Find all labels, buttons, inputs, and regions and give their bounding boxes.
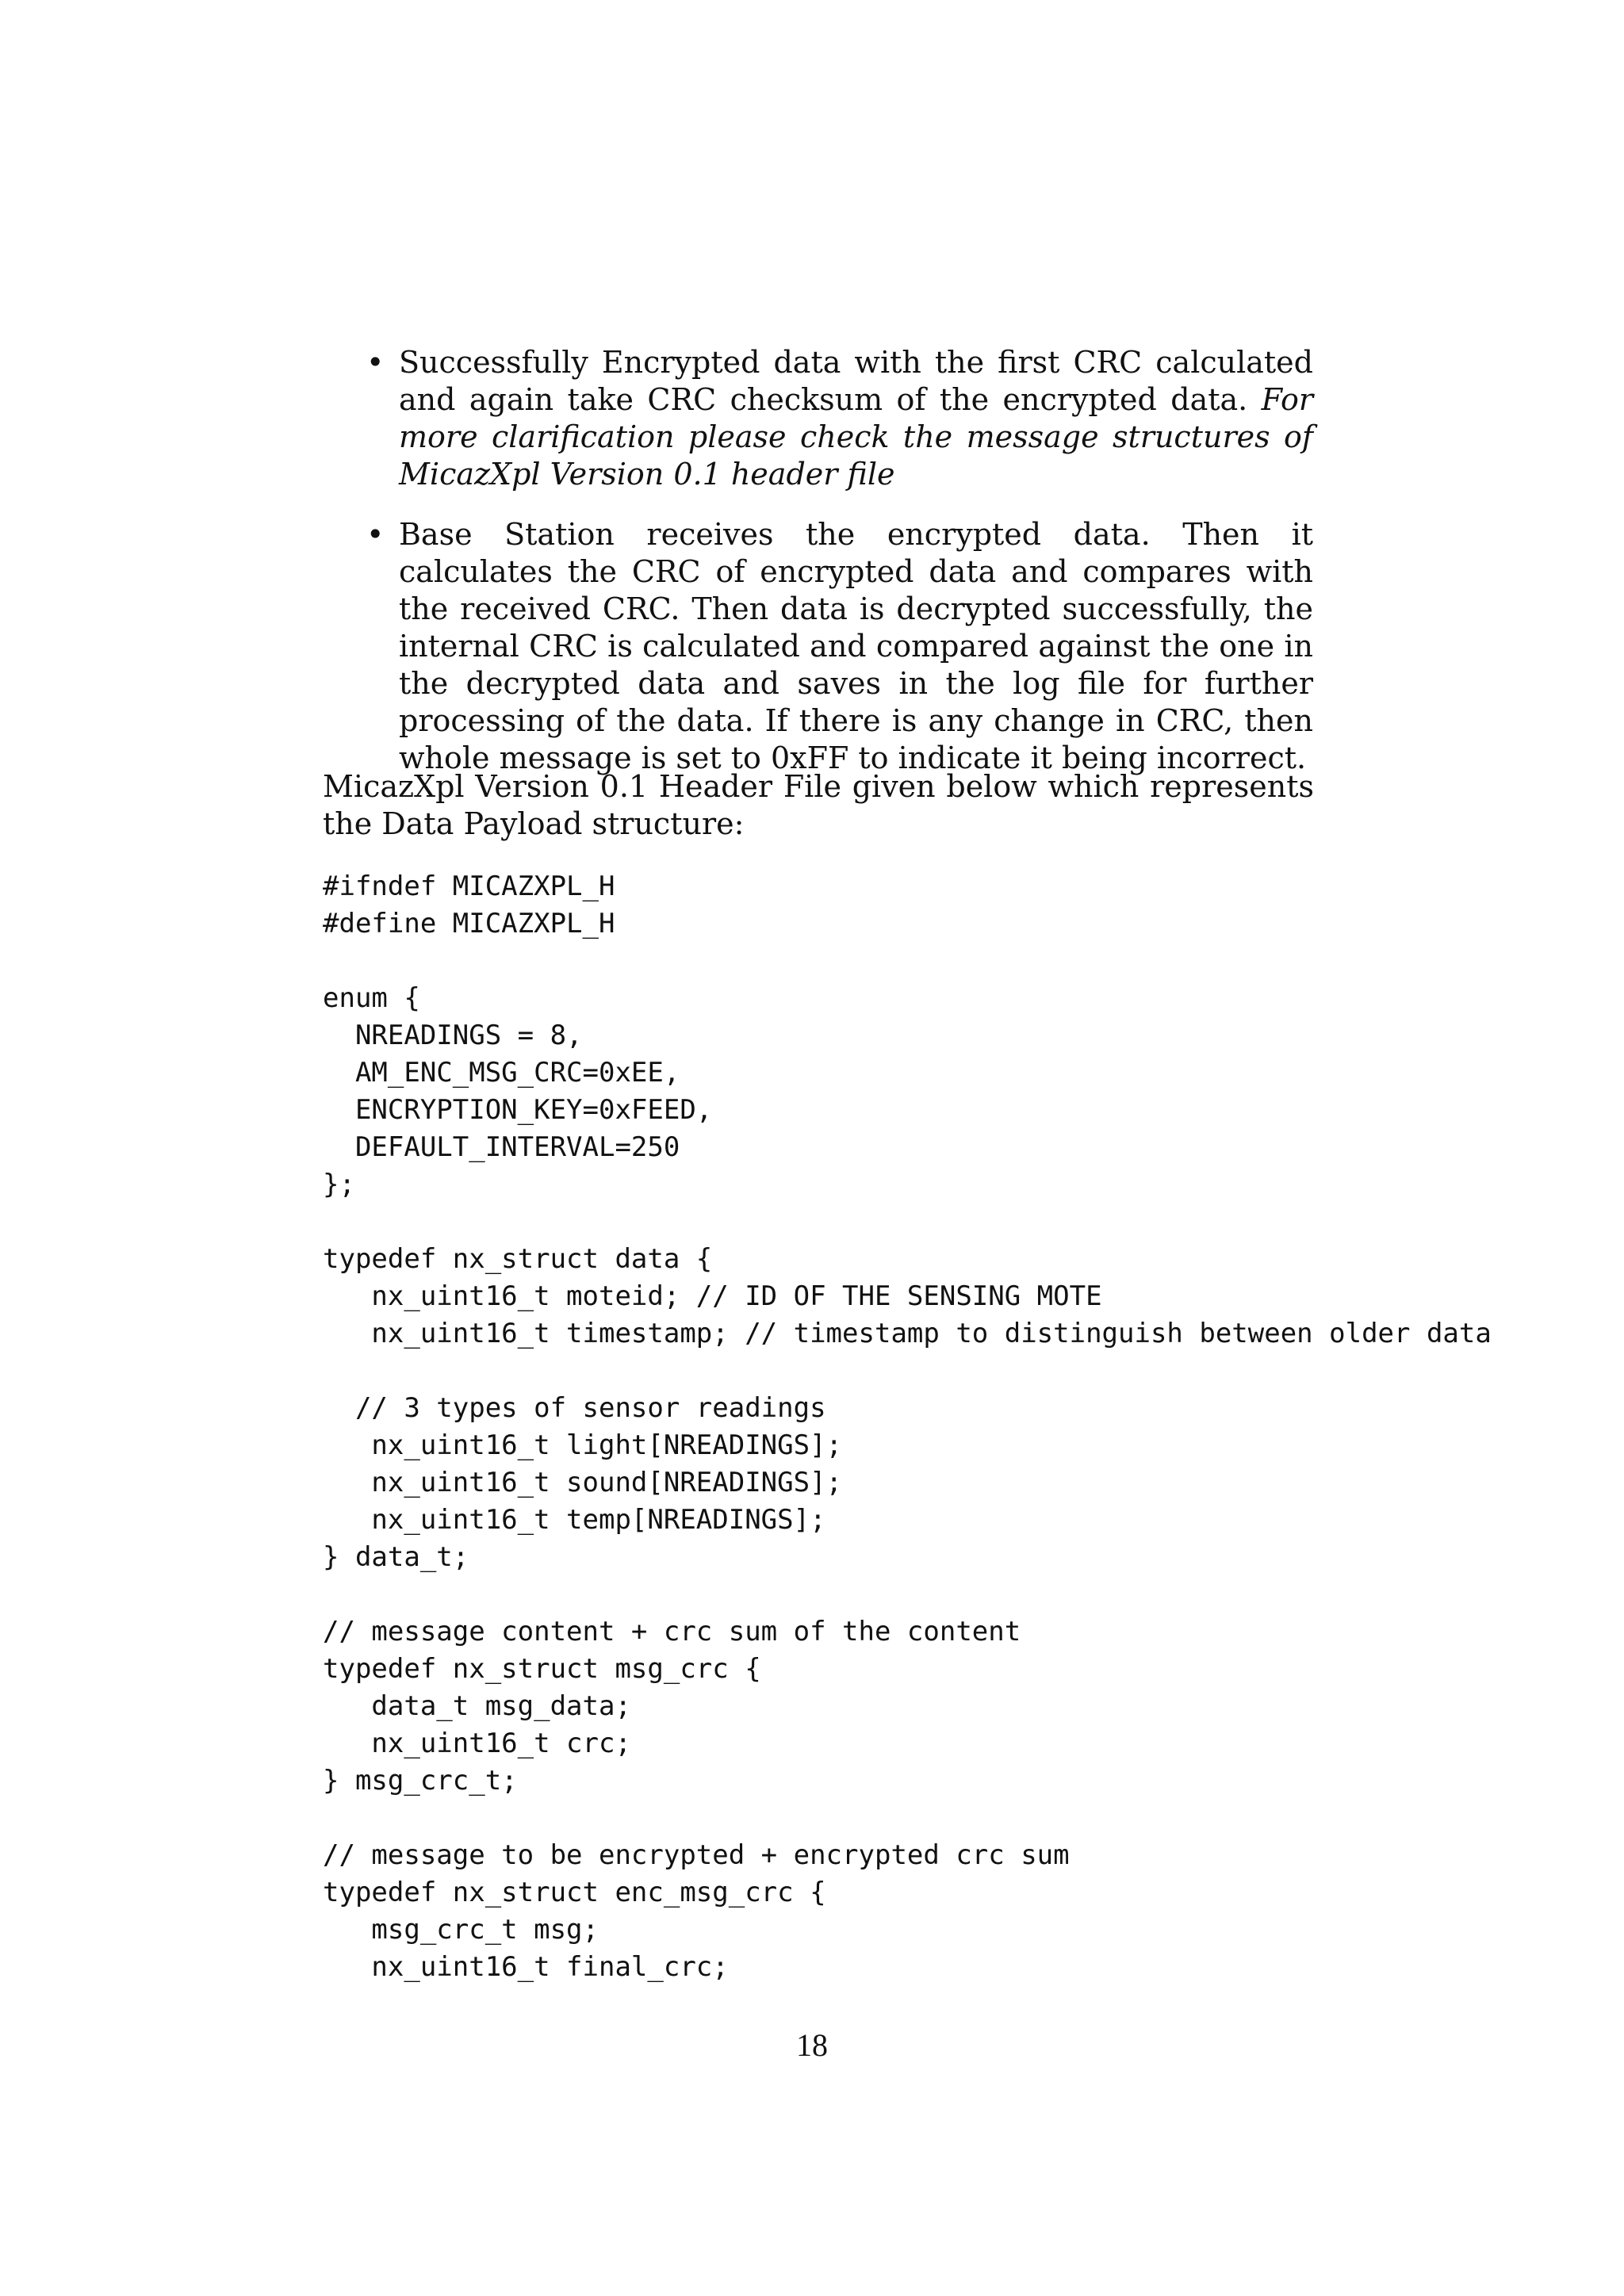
code-listing: #ifndef MICAZXPL_H #define MICAZXPL_H enum { NREADINGS = 8, AM_ENC_MSG_CRC=0xEE, ENCRYPTION_KEY=0xFEED, DEFAULT_INTERVAL=250 }; typedef nx_struct data { nx_uint16_t moteid; // ID OF THE SENSING MOTE nx_uint16_t timestamp; // timestamp to distinguish between older data // 3 types of sensor readings nx_uint16_t light[NREADINGS]; nx_uint16_t sound[NREADINGS]; nx_uint16_t temp[NREADINGS]; } data_t; // message content + crc sum of the content typedef nx_struct msg_crc { data_t msg_data; nx_uint16_t crc; } msg_crc_t; // message to be encrypted + encrypted crc sum typedef nx_struct enc_msg_crc { msg_crc_t msg; nx_uint16_t final_crc; — [323, 871, 1492, 1983]
bullet-icon: • — [366, 517, 385, 552]
bullet-item-base-station — [365, 516, 1313, 777]
bullet-text-encryption: Successfully Encrypted data with the first CRC calculated and again take CRC checksum of the encrypted data. — [399, 345, 1313, 417]
bullet-text-base-station: Base Station receives the encrypted data. Then it calculates the CRC of encrypted data and compares with the received CRC. Then data is decrypted successfully, the internal CRC is calculated and compared against the one in the decrypted data and saves in the log file for further processing of the data. If there is any change in CRC, then whole message is set to 0xFF to indicate it being incorrect. — [399, 517, 1313, 775]
bullet-note-encryption: For more clarification please check the message structures of MicazXpl Version 0.1 header file — [399, 382, 1313, 492]
bullet-icon: • — [366, 345, 385, 380]
intro-paragraph: MicazXpl Version 0.1 Header File given below which represents the Data Payload structure: — [323, 769, 1314, 841]
bullet-item-encryption — [365, 344, 1313, 493]
page-number: 18 — [796, 2027, 828, 2063]
bullet-list — [365, 344, 1313, 777]
